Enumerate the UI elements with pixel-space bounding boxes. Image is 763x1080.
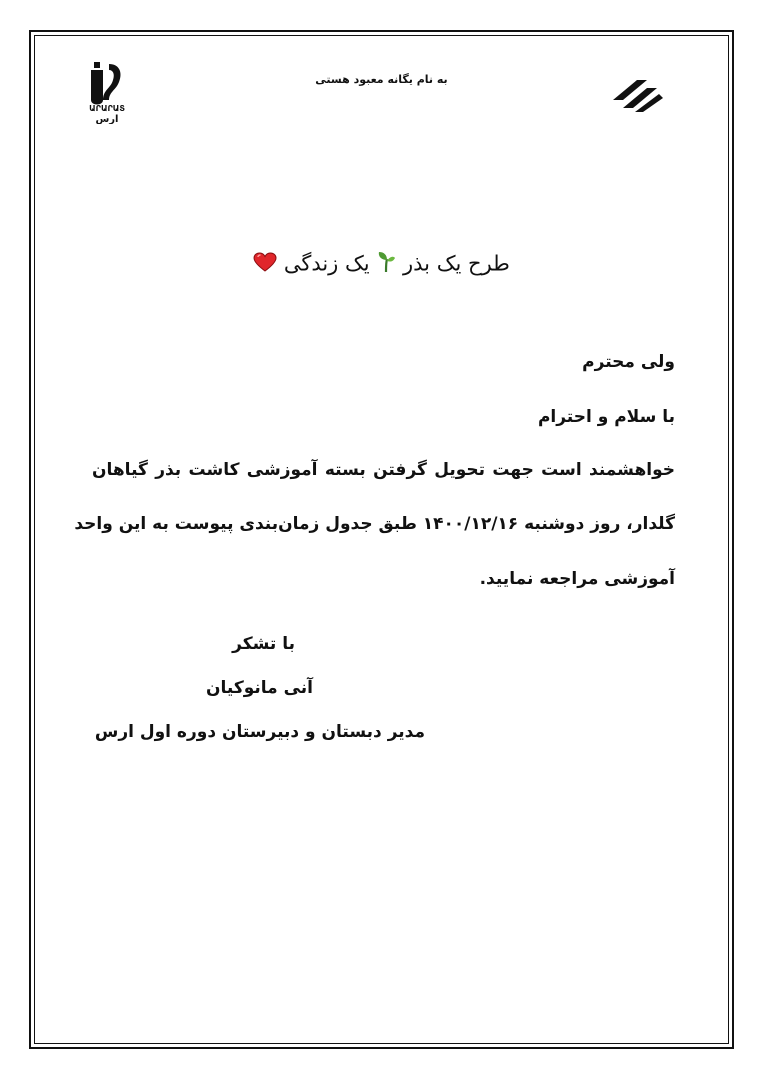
body-line-2: گلدار، روز دوشنبه ۱۴۰۰/۱۲/۱۶ طبق جدول زمان‌بندی پیوست به این واحد: [74, 514, 675, 534]
plan-title: [0, 251, 763, 278]
salutation: ولی محترم: [582, 352, 675, 372]
heart-icon: [253, 252, 277, 277]
sprout-icon: [376, 251, 396, 278]
school-logo-persian: ارس: [95, 114, 119, 124]
signature-position: مدیر دبستان و دبیرستان دوره اول ارس: [94, 722, 425, 742]
school-logo: [85, 58, 129, 124]
greeting: با سلام و احترام: [537, 407, 675, 427]
page-border-inner: [34, 35, 729, 1044]
basmala-header: به نام یگانه معبود هستی: [315, 73, 448, 86]
body-line-3: آموزشی مراجعه نمایید.: [479, 569, 675, 589]
signature-name: آنی مانوکیان: [206, 678, 313, 698]
school-logo-latin: ԱՐԱՐԱՏ: [89, 104, 125, 113]
body-line-1: خواهشمند است جهت تحویل گرفتن بسته آموزشی کاشت بذر گیاهان: [92, 460, 675, 480]
title-part-one: طرح یک بذر: [403, 251, 510, 276]
signature-thanks: با تشکر: [232, 634, 295, 654]
emblem-logo: [609, 74, 665, 114]
title-part-two: یک زندگی: [283, 251, 370, 276]
